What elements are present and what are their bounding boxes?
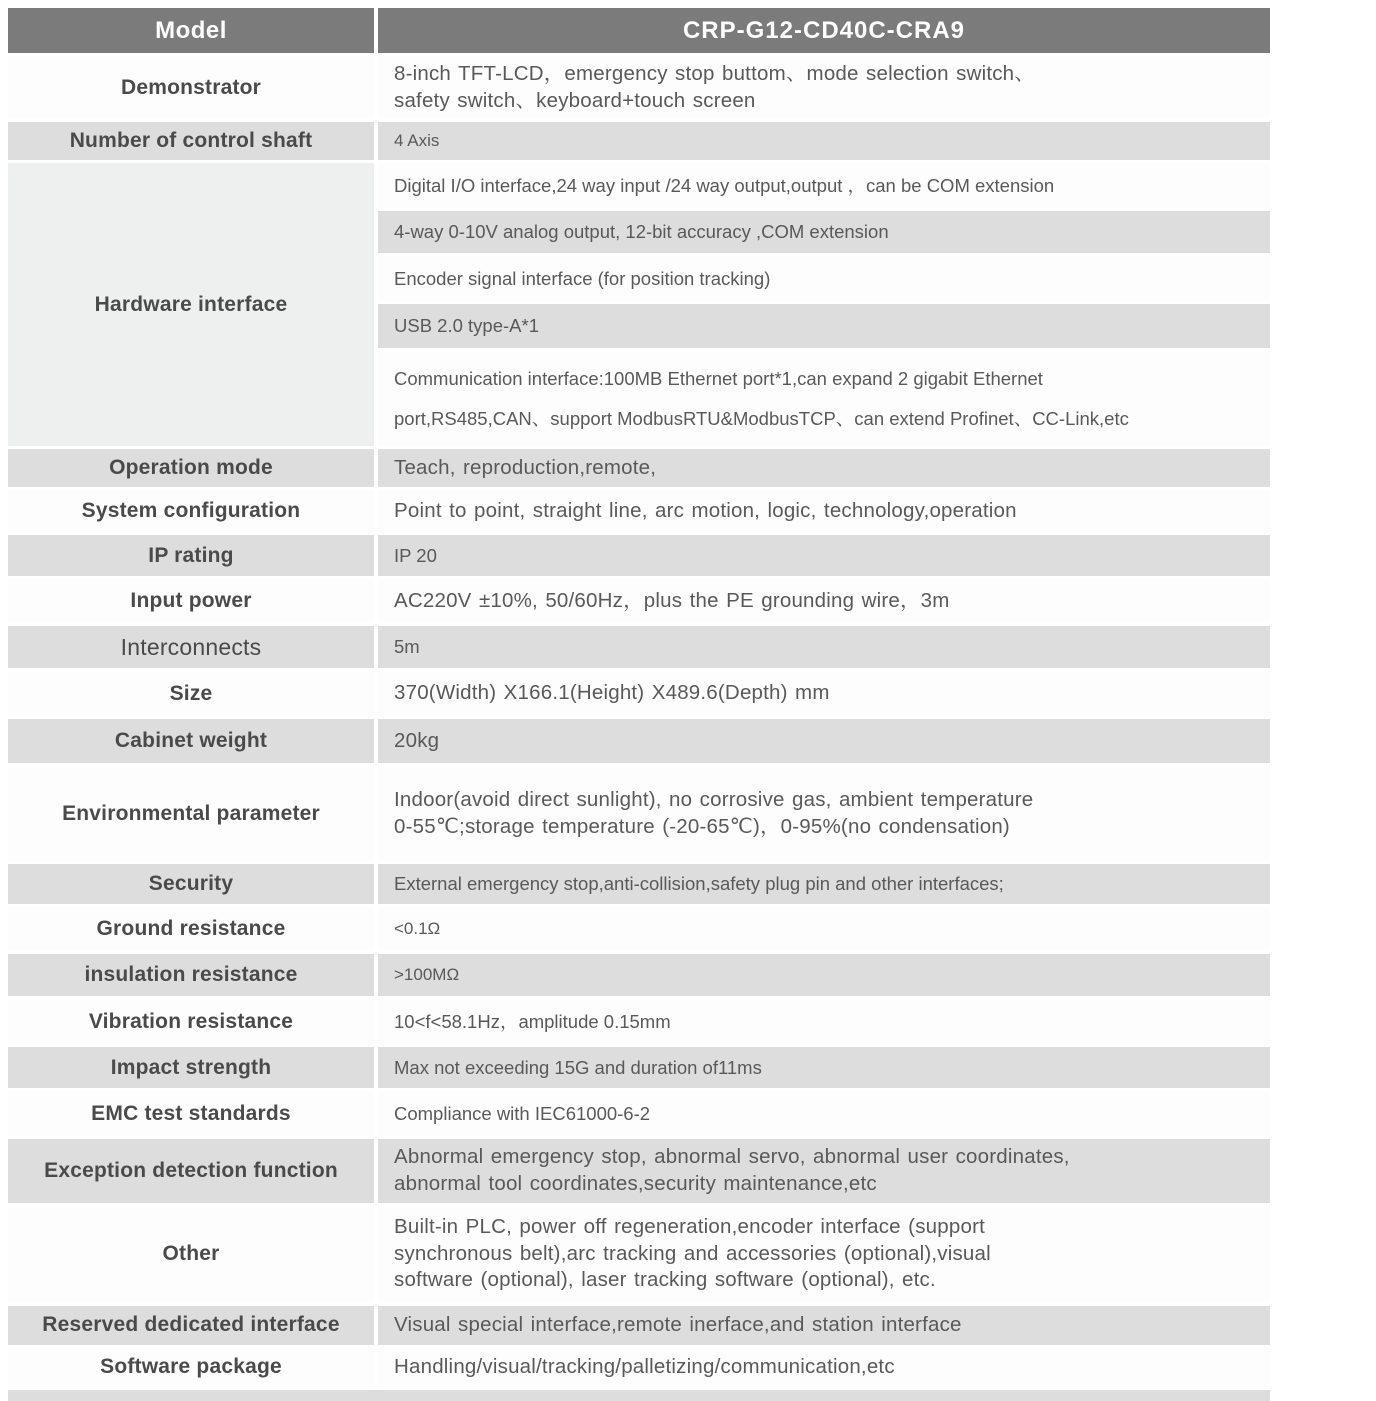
row-value-text: 370(Width) X166.1(Height) X489.6(Depth) mm: [394, 681, 830, 705]
value-line: abnormal tool coordinates,security maintenance,etc: [394, 1171, 877, 1195]
row-label-demonstrator: Demonstrator: [8, 56, 374, 119]
row-label-software-package: Software package: [8, 1348, 374, 1387]
row-value: [394, 359, 1129, 439]
row-label-input-power: Input power: [8, 579, 374, 623]
row-value-text: Point to point, straight line, arc motion, logic, technology,operation: [394, 498, 1017, 522]
row-label-interconnects: Interconnects: [8, 626, 374, 668]
row-value-size: [378, 671, 1270, 716]
row-value-text: <0.1Ω: [394, 919, 441, 939]
row-label-hardware-interface: Hardware interface: [8, 163, 374, 446]
spec-table-body: [8, 56, 1270, 1401]
value-line: Built-in PLC, power off regeneration,encoder interface (support: [394, 1215, 985, 1239]
table-header-row: [8, 8, 1270, 53]
row-label-impact-strength: Impact strength: [8, 1047, 374, 1088]
row-value-text: Handling/visual/tracking/palletizing/communication,etc: [394, 1354, 895, 1378]
row-label-security: Security: [8, 864, 374, 904]
table-row-software-package: [8, 1348, 1270, 1387]
value-line: Indoor(avoid direct sunlight), no corrosive gas, ambient temperature: [394, 788, 1034, 812]
table-row-reserved-dedicated-interface: [8, 1306, 1270, 1345]
spec-table: [8, 8, 1270, 1401]
group-subrow-value: [378, 304, 1270, 348]
row-value-software-package: [378, 1348, 1270, 1387]
table-row-ground-resistance: [8, 907, 1270, 951]
row-value-text: 20kg: [394, 728, 440, 752]
row-value-exception-detection-function: [378, 1139, 1270, 1202]
row-label-ground-resistance: Ground resistance: [8, 907, 374, 951]
table-row-input-power: [8, 579, 1270, 623]
row-value-text: 10<f<58.1Hz，amplitude 0.15mm: [394, 1010, 671, 1032]
row-value-text: AC220V ±10%, 50/60Hz，plus the PE grounding wire，3m: [394, 588, 950, 612]
table-row-environmental-parameter: [8, 766, 1270, 861]
row-label-insulation-resistance: insulation resistance: [8, 954, 374, 996]
row-value-text: [394, 1214, 991, 1294]
row-value-other: [378, 1206, 1270, 1303]
row-value-text: [394, 787, 1033, 840]
row-value-environmental-parameter: [378, 766, 1270, 861]
spec-sheet-page: [0, 8, 1376, 1379]
row-value: Digital I/O interface,24 way input /24 way output,output ，can be COM extension: [394, 174, 1055, 196]
row-value-operation-mode: [378, 449, 1270, 487]
row-label-number-of-control-shaft: Number of control shaft: [8, 122, 374, 160]
group-subrow-value: [378, 351, 1270, 446]
row-value-security: [378, 864, 1270, 904]
row-label-reserved-dedicated-interface: Reserved dedicated interface: [8, 1306, 374, 1345]
row-value-text: Visual special interface,remote inerface,and station interface: [394, 1312, 962, 1336]
value-line: synchronous belt),arc tracking and accessories (optional),visual: [394, 1241, 991, 1265]
value-line: 8-inch TFT-LCD，emergency stop buttom、mode selection switch、: [394, 62, 1035, 85]
value-line: 0-55℃;storage temperature (-20-65℃)，0-95%(no condensation): [394, 814, 1010, 838]
value-line: port,RS485,CAN、support ModbusRTU&ModbusTCP、can extend Profinet、CC-Link,etc: [394, 407, 1129, 429]
table-row-cabinet-weight: [8, 719, 1270, 763]
row-value-text: Max not exceeding 15G and duration of11ms: [394, 1056, 762, 1078]
row-value-input-power: [378, 579, 1270, 623]
row-label-other: Other: [8, 1206, 374, 1303]
group-subrow-value: [378, 256, 1270, 301]
group-subrow-value: [378, 163, 1270, 208]
table-row-vibration-resistance: [8, 999, 1270, 1044]
row-value-text: [394, 1144, 1070, 1197]
row-label-vibration-resistance: Vibration resistance: [8, 999, 374, 1044]
group-subrow-value: [378, 211, 1270, 253]
row-value-text: External emergency stop,anti-collision,safety plug pin and other interfaces;: [394, 873, 1004, 895]
row-value-text: >100MΩ: [394, 965, 460, 985]
row-value-ground-resistance: [378, 907, 1270, 951]
row-value-reserved-dedicated-interface: [378, 1306, 1270, 1345]
table-row-size: [8, 671, 1270, 716]
row-label-ip-rating: IP rating: [8, 535, 374, 576]
row-label-cabinet-weight: Cabinet weight: [8, 719, 374, 763]
row-value-text: Compliance with IEC61000-6-2: [394, 1102, 651, 1124]
table-row-emc-test-standards: [8, 1091, 1270, 1136]
header-model-value: CRP-G12-CD40C-CRA9: [378, 8, 1270, 53]
row-value-cabinet-weight: [378, 719, 1270, 763]
table-row-number-of-control-shaft: [8, 122, 1270, 160]
table-row-insulation-resistance: [8, 954, 1270, 996]
table-row-hardware-interface: [8, 163, 1270, 446]
row-value-impact-strength: [378, 1047, 1270, 1088]
row-value-ip-rating: [378, 535, 1270, 576]
row-value: Encoder signal interface (for position tracking): [394, 267, 771, 289]
row-label-emc-test-standards: EMC test standards: [8, 1091, 374, 1136]
row-value-number-of-control-shaft: [378, 122, 1270, 160]
row-value-text: Teach, reproduction,remote,: [394, 455, 657, 479]
row-value: 4-way 0-10V analog output, 12-bit accuracy ,COM extension: [394, 221, 889, 243]
row-value-emc-test-standards: [378, 1091, 1270, 1136]
row-value-system-configuration: [378, 490, 1270, 532]
row-value-text: [394, 61, 1035, 114]
table-row-security: [8, 864, 1270, 904]
row-value-demonstrator: [378, 56, 1270, 119]
row-label-operation-mode: Operation mode: [8, 449, 374, 487]
table-row-operation-mode: [8, 449, 1270, 487]
table-row-demonstrator: [8, 56, 1270, 119]
table-row-system-configuration: [8, 490, 1270, 532]
row-value-text: IP 20: [394, 544, 437, 566]
group-subrows: [378, 163, 1270, 446]
table-row-interconnects: [8, 626, 1270, 668]
value-line: Communication interface:100MB Ethernet port*1,can expand 2 gigabit Ethernet: [394, 368, 1043, 390]
row-value: USB 2.0 type-A*1: [394, 315, 539, 337]
row-value-text: 4 Axis: [394, 131, 440, 151]
row-value-insulation-resistance: [378, 954, 1270, 996]
row-value-interconnects: [378, 626, 1270, 668]
value-line: safety switch、keyboard+touch screen: [394, 88, 756, 112]
row-label-size: Size: [8, 671, 374, 716]
table-row-ip-rating: [8, 535, 1270, 576]
table-row-exception-detection-function: [8, 1139, 1270, 1202]
table-row-impact-strength: [8, 1047, 1270, 1088]
value-line: Abnormal emergency stop, abnormal servo, abnormal user coordinates,: [394, 1145, 1070, 1169]
table-row-other: [8, 1206, 1270, 1303]
row-label-environmental-parameter: Environmental parameter: [8, 766, 374, 861]
row-label-exception-detection-function: Exception detection function: [8, 1139, 374, 1202]
header-model-label: Model: [8, 8, 374, 53]
value-line: software (optional), laser tracking software (optional), etc.: [394, 1268, 936, 1292]
row-label-system-configuration: System configuration: [8, 490, 374, 532]
row-value-text: 5m: [394, 636, 420, 658]
row-value-vibration-resistance: [378, 999, 1270, 1044]
partial-row-strip: [8, 1390, 1270, 1401]
